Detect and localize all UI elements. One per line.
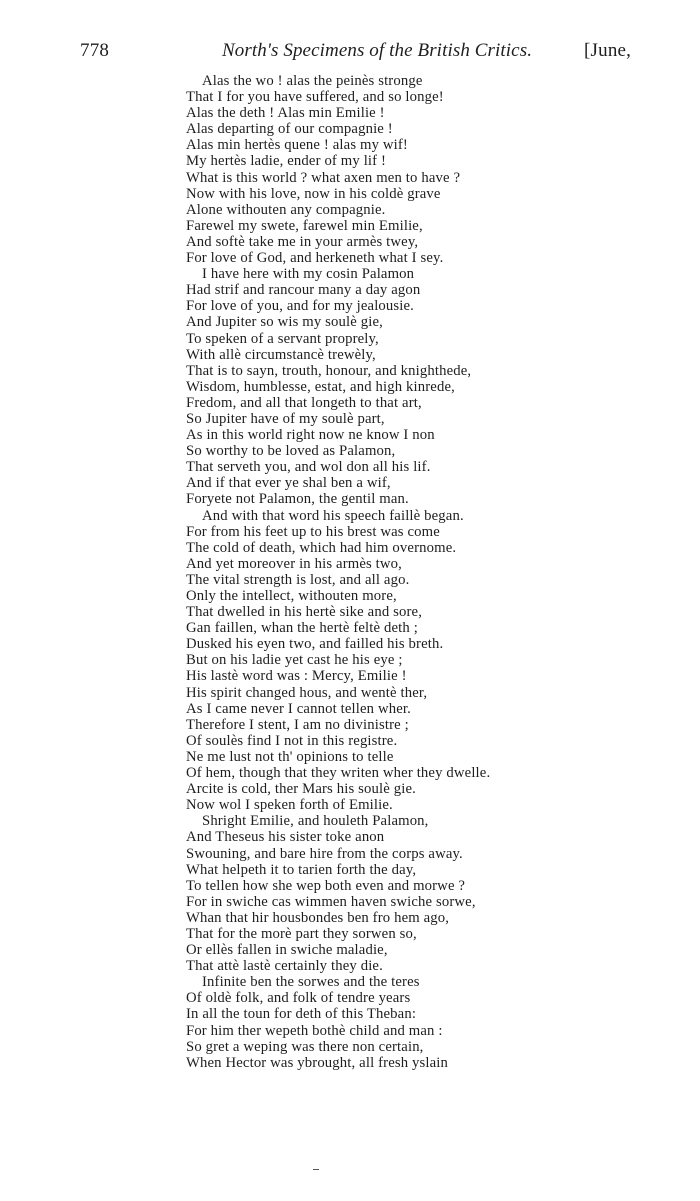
poem-line: Of soulès find I not in this registre. (186, 732, 398, 749)
poem-line: Had strif and rancour many a day agon (186, 282, 421, 299)
poem-line: Therefore I stent, I am no divinistre ; (186, 716, 409, 733)
poem-line: Dusked his eyen two, and failled his breth. (186, 636, 444, 653)
poem-text-block (186, 73, 606, 1071)
poem-line: Only the intellect, withouten more, (186, 588, 397, 604)
poem-line: Alas the deth ! Alas min Emilie ! (186, 105, 385, 122)
poem-line: Alone withouten any compagnie. (186, 201, 386, 218)
poem-line: Shright Emilie, and houleth Palamon, (202, 813, 429, 830)
poem-line: His lastè word was : Mercy, Emilie ! (186, 668, 407, 685)
poem-line: Ne me lust not th' opinions to telle (186, 748, 394, 765)
poem-line: And yet moreover in his armès two, (186, 555, 402, 572)
poem-line: His spirit changed hous, and wentè ther, (186, 684, 428, 701)
poem-line: Foryete not Palamon, the gentil man. (186, 491, 409, 508)
poem-line: Alas departing of our compagnie ! (186, 121, 393, 138)
poem-line: What helpeth it to tarien forth the day, (186, 861, 417, 878)
page-header (0, 0, 700, 80)
footer-mark (313, 1169, 319, 1170)
poem-line: For him ther wepeth bothè child and man : (186, 1022, 443, 1039)
poem-line: With allè circumstancè trewèly, (186, 346, 376, 363)
poem-line: Fredom, and all that longeth to that art, (186, 394, 422, 411)
poem-line: To tellen how she wep both even and morwe ? (186, 877, 466, 894)
poem-line: And with that word his speech faillè began. (202, 507, 464, 524)
poem-line: So gret a weping was there non certain, (186, 1038, 424, 1055)
poem-line: The vital strength is lost, and all ago. (186, 571, 410, 588)
poem-line: Arcite is cold, ther Mars his soulè gie. (186, 781, 416, 798)
poem-line: Swouning, and bare hire from the corps away. (186, 845, 463, 862)
poem-line: For from his feet up to his brest was come (186, 523, 440, 540)
poem-line: And Theseus his sister toke anon (186, 829, 385, 846)
poem-line: My hertès ladie, ender of my lif ! (186, 153, 387, 170)
poem-line: Now with his love, now in his coldè grave (186, 185, 441, 202)
poem-line: For in swiche cas wimmen haven swiche sorwe, (186, 893, 476, 910)
poem-line: And if that ever ye shal ben a wif, (186, 475, 391, 492)
poem-line: Or ellès fallen in swiche maladie, (186, 942, 388, 959)
poem-line: Infinite ben the sorwes and the teres (202, 974, 420, 991)
poem-line: Farewel my swete, farewel min Emilie, (186, 217, 423, 234)
poem-line: Of hem, though that they writen wher they dwelle. (186, 765, 491, 782)
poem-line: As I came never I cannot tellen wher. (186, 700, 411, 717)
poem-line: In all the toun for deth of this Theban: (186, 1006, 417, 1023)
poem-line: The cold of death, which had him overnome. (186, 539, 457, 556)
poem-line: I have here with my cosin Palamon (202, 266, 415, 283)
poem-line: What is this world ? what axen men to have ? (186, 169, 461, 186)
poem-line: To speken of a servant proprely, (186, 330, 379, 347)
poem-line: So worthy to be loved as Palamon, (186, 443, 396, 460)
poem-line: Now wol I speken forth of Emilie. (186, 797, 393, 814)
poem-line: When Hector was ybrought, all fresh yslain (186, 1054, 449, 1071)
poem-line: That attè lastè certainly they die. (186, 958, 383, 975)
running-date: [June, (584, 40, 632, 61)
poem-line: But on his ladie yet cast he his eye ; (186, 652, 403, 669)
poem-line: Of oldè folk, and folk of tendre years (186, 990, 411, 1007)
poem-line: That dwelled in his hertè sike and sore, (186, 604, 423, 621)
poem-line: And softè take me in your armès twey, (186, 233, 419, 250)
poem-line: That serveth you, and wol don all his lif. (186, 459, 431, 476)
running-title: North's Specimens of the British Critics. (222, 40, 533, 61)
page-number: 778 (80, 40, 110, 61)
poem-line: Wisdom, humblesse, estat, and high kinrede, (186, 378, 455, 395)
poem-line: Alas the wo ! alas the peinès stronge (202, 73, 423, 89)
poem-line: Whan that hir housbondes ben fro hem ago, (186, 909, 450, 926)
poem-line: Gan faillen, whan the hertè feltè deth ; (186, 620, 418, 637)
poem-line: That for the morè part they sorwen so, (186, 925, 417, 942)
poem-line: As in this world right now ne know I non (186, 427, 435, 444)
poem-line: For love of God, and herkeneth what I sey. (186, 250, 444, 267)
poem-line: That is to sayn, trouth, honour, and knighthede, (186, 362, 472, 379)
poem-line: And Jupiter so wis my soulè gie, (186, 314, 383, 331)
poem-line: For love of you, and for my jealousie. (186, 298, 415, 315)
poem-line: Alas min hertès quene ! alas my wif! (186, 137, 408, 154)
poem-line: That I for you have suffered, and so longe! (186, 89, 444, 106)
poem-line: So Jupiter have of my soulè part, (186, 410, 385, 427)
